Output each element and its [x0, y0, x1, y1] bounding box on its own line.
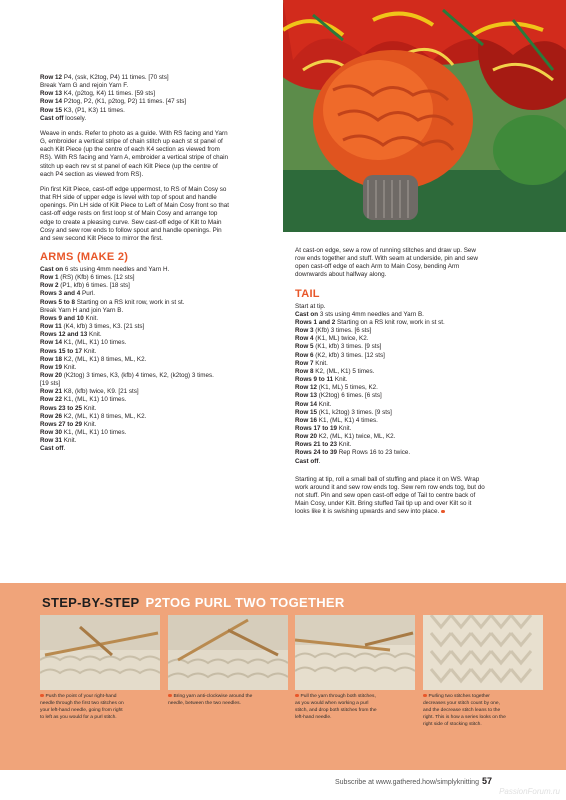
text-line: At cast-on edge, sew a row of running stitches and draw up. Sew: [295, 247, 476, 254]
instruction-line: Row 7 Knit.: [295, 359, 328, 367]
step-3-knitting-art: [295, 615, 415, 690]
caption-line: as you would when working a purl: [295, 701, 369, 706]
instruction-line: Row 20 K2, (ML, K1) twice, ML, K2.: [295, 433, 396, 441]
paragraph-arms-finish: [295, 247, 535, 280]
row-block-1: [40, 74, 280, 123]
caption-line: Bring yarn anti-clockwise around the: [168, 693, 292, 700]
instruction-line: Rows 23 to 25 Knit.: [40, 404, 97, 412]
instruction-line: Row 14 K1, (ML, K1) 10 times.: [40, 339, 127, 347]
instruction-line: Cast off.: [295, 457, 321, 465]
instruction-line: Row 13 K4, (p2tog, K4) 11 times. [59 sts]: [40, 90, 156, 98]
caption-line: needle through the first two stitches on: [40, 701, 124, 706]
instruction-line: Row 12 (K1, ML) 5 times, K2.: [295, 384, 378, 392]
caption-line: Pull the yarn through both stitches,: [295, 693, 419, 700]
text-line: edge to create a pleasing curve. Sew cast-off edge of Kilt to Main: [40, 218, 222, 226]
step-3-caption: [295, 693, 419, 721]
instruction-line: Row 1 (RS) (Kfb) 6 times. [12 sts]: [40, 274, 135, 282]
arms-heading: ARMS (MAKE 2): [40, 250, 129, 263]
step-1-knitting-art: [40, 615, 160, 690]
step-number-icon: [40, 694, 44, 698]
instruction-line: Row 8 K2, (ML, K1) 5 times.: [295, 367, 375, 375]
instruction-line: Row 2 (P1, kfb) 6 times. [18 sts]: [40, 282, 130, 290]
paragraph-pin-kilt: [40, 186, 280, 243]
instruction-line: Rows 1 and 2 Starting on a RS knit row, work in st st.: [295, 318, 445, 326]
caption-line: left-hand needle.: [295, 715, 332, 720]
instruction-line: Row 13 (K2tog) 6 times. [6 sts]: [295, 392, 382, 400]
text-line: not stuff. Pin and sew open cast-off edge of Tail to centre back of: [295, 492, 476, 500]
caption-line: stitch, and drop both stitches from the: [295, 708, 377, 713]
subscribe-link[interactable]: Subscribe at www.gathered.how/simplyknitting: [335, 779, 479, 786]
left-column: [40, 74, 280, 454]
caption-line: needle, between the two needles.: [168, 701, 241, 706]
instruction-line: Rows 15 to 17 Knit.: [40, 347, 97, 355]
text-line: openings. Pin LH side of Kilt Piece to Left of Main Cosy front so that: [40, 202, 230, 210]
step-2-caption: [168, 693, 292, 707]
page-footer: [335, 776, 492, 786]
instruction-line: [19 sts]: [40, 380, 61, 388]
step-number-icon: [168, 694, 172, 698]
text-line: Cosy and sew row ends to follow spout and handle openings. Pin: [40, 226, 222, 234]
caption-line: right. This is how a series looks on the: [423, 715, 506, 720]
instruction-line: Row 14 Knit.: [295, 400, 332, 408]
step-2-photo: [168, 615, 288, 690]
instruction-line: Row 3 (Kfb) 3 times. [6 sts]: [295, 327, 372, 335]
step-number-icon: [423, 694, 427, 698]
instruction-line: Rows 9 and 10 Knit.: [40, 314, 99, 322]
step-by-step-title: [42, 595, 345, 610]
arms-instructions: [40, 266, 280, 454]
instruction-line: Row 15 (K1, k2tog) 3 times. [9 sts]: [295, 408, 392, 416]
text-line-last: looks like it is swishing upwards and sew into place.: [295, 508, 535, 516]
caption-line: to left as you would for a purl stitch.: [40, 715, 117, 720]
instruction-line: Rows 3 and 4 Purl.: [40, 290, 95, 298]
instruction-line: Row 11 (K4, kfb) 3 times, K3. [21 sts]: [40, 323, 145, 331]
text-line: Starting at tip, roll a small ball of stuffing and place it on WS. Wrap: [295, 475, 480, 483]
instruction-line: Row 21 K8, (kfb) twice, K9. [21 sts]: [40, 388, 139, 396]
instruction-line: Break Yarn G and rejoin Yarn F.: [40, 82, 129, 90]
caption-line: your left-hand needle, going from right: [40, 708, 123, 713]
instruction-line: Row 19 Knit.: [40, 363, 77, 371]
text-line: work around it and sew row ends tog. Sew rem row ends tog, but do: [295, 483, 485, 491]
step-4-caption: [423, 693, 547, 728]
instruction-line: Rows 12 and 13 Knit.: [40, 331, 102, 339]
text-line: row ends together and stuff. With seam at underside, pin and sew: [295, 255, 478, 263]
step-1-photo: [40, 615, 160, 690]
right-column: [295, 247, 535, 517]
text-line: G, embroider a vertical stripe of chain stitch up each st st panel of: [40, 138, 223, 146]
instruction-line: Row 4 (K1, ML) twice, K2.: [295, 335, 369, 343]
caption-line: and the decrease stitch leans to the: [423, 708, 501, 713]
text-line: RS). With RS facing and Yarn A, embroider a vertical stripe of chain: [40, 154, 229, 162]
instruction-line: Row 16 K1, (ML, K1) 4 times.: [295, 416, 378, 424]
instruction-line: Rows 24 to 39 Rep Rows 16 to 23 twice.: [295, 449, 411, 457]
instruction-line: Rows 17 to 19 Knit.: [295, 424, 352, 432]
instruction-line: Cast off loosely.: [40, 114, 87, 122]
instruction-line: Row 18 K2, (ML, K1) 8 times, ML, K2.: [40, 355, 147, 363]
tail-heading: TAIL: [295, 287, 320, 300]
page-number: 57: [481, 776, 492, 786]
caption-line: Push the point of your right-hand: [40, 693, 164, 700]
instruction-line: Cast on 6 sts using 4mm needles and Yarn H.: [40, 265, 170, 273]
cosy-photo: [283, 0, 566, 232]
instruction-line: Row 15 K3, (P1, K3) 11 times.: [40, 106, 125, 114]
step-number-icon: [295, 694, 299, 698]
text-line: cast-off edge rests on first loop st of Main Cosy and arrange top: [40, 210, 218, 218]
tail-instructions: [295, 303, 535, 466]
step-2-knitting-art: [168, 615, 288, 690]
caption-line: decreases your stitch count by one,: [423, 701, 500, 706]
step-3-photo: [295, 615, 415, 690]
instruction-line: Row 20 (K2tog) 3 times, K3, (kfb) 4 times, K2, (k2tog) 3 times.: [40, 372, 214, 379]
text-line: Main Cosy, under Kilt. Bring stuffed Tail tip up and over Kilt so it: [295, 500, 472, 508]
instruction-line: Rows 21 to 23 Knit.: [295, 441, 352, 449]
instruction-line: Start at tip.: [295, 302, 326, 310]
paragraph-tail-finish: [295, 476, 535, 517]
instruction-line: Row 5 (K1, kfb) 3 times. [9 sts]: [295, 343, 382, 351]
step-4-photo: [423, 615, 543, 690]
instruction-line: Rows 5 to 8 Starting on a RS knit row, work in st st.: [40, 298, 185, 306]
instruction-line: Break Yarn H and join Yarn B.: [40, 306, 124, 314]
instruction-line: Row 31 Knit.: [40, 437, 77, 445]
instruction-line: Row 22 K1, (ML, K1) 10 times.: [40, 396, 127, 404]
step-4-knitting-art: [423, 615, 543, 690]
text-line: and sew second Kilt Piece to mirror the first.: [40, 234, 163, 242]
step-title-technique: P2TOG PURL TWO TOGETHER: [145, 595, 345, 610]
text-line: that RH side of upper edge is level with top of spout and handle: [40, 194, 217, 202]
text-line: Pin first Kilt Piece, cast-off edge uppermost, to RS of Main Cosy so: [40, 185, 227, 193]
cosy-photo-art: [283, 0, 566, 232]
watermark: PassionForum.ru: [499, 787, 560, 796]
step-1-caption: [40, 693, 164, 721]
caption-line: Purling two stitches together: [423, 693, 547, 700]
text-line: stitch up each rev st st panel of each Kilt Piece (up the centre of: [40, 162, 218, 170]
text-line: Weave in ends. Refer to photo as a guide. With RS facing and Yarn: [40, 129, 228, 137]
end-mark-icon: [441, 510, 445, 514]
text-line: each P4 section as viewed from RS).: [40, 170, 144, 178]
text-line: open cast-off edge of each Arm to Main Cosy, bending Arm: [295, 263, 460, 271]
instruction-line: Cast on 3 sts using 4mm needles and Yarn B.: [295, 310, 424, 318]
instruction-line: Rows 9 to 11 Knit.: [295, 376, 348, 384]
instruction-line: Row 6 (K2, kfb) 3 times. [12 sts]: [295, 351, 385, 359]
instruction-line: Rows 27 to 29 Knit.: [40, 420, 97, 428]
instruction-line: Cast off.: [40, 445, 66, 453]
instruction-line: Row 12 P4, (ssk, K2tog, P4) 11 times. [70 sts]: [40, 74, 169, 81]
instruction-line: Row 14 P2tog, P2, (K1, p2tog, P2) 11 times. [47 sts]: [40, 98, 187, 106]
text-line: each Kilt Piece (up the centre of each K4 section as viewed from: [40, 146, 220, 154]
text-line: downwards about halfway along.: [295, 271, 387, 279]
instruction-line: Row 30 K1, (ML, K1) 10 times.: [40, 429, 127, 437]
paragraph-embroider: [40, 130, 280, 179]
instruction-line: Row 26 K2, (ML, K1) 8 times, ML, K2.: [40, 412, 147, 420]
caption-line: right side of stocking stitch.: [423, 722, 482, 727]
step-title-label: STEP-BY-STEP: [42, 595, 140, 610]
